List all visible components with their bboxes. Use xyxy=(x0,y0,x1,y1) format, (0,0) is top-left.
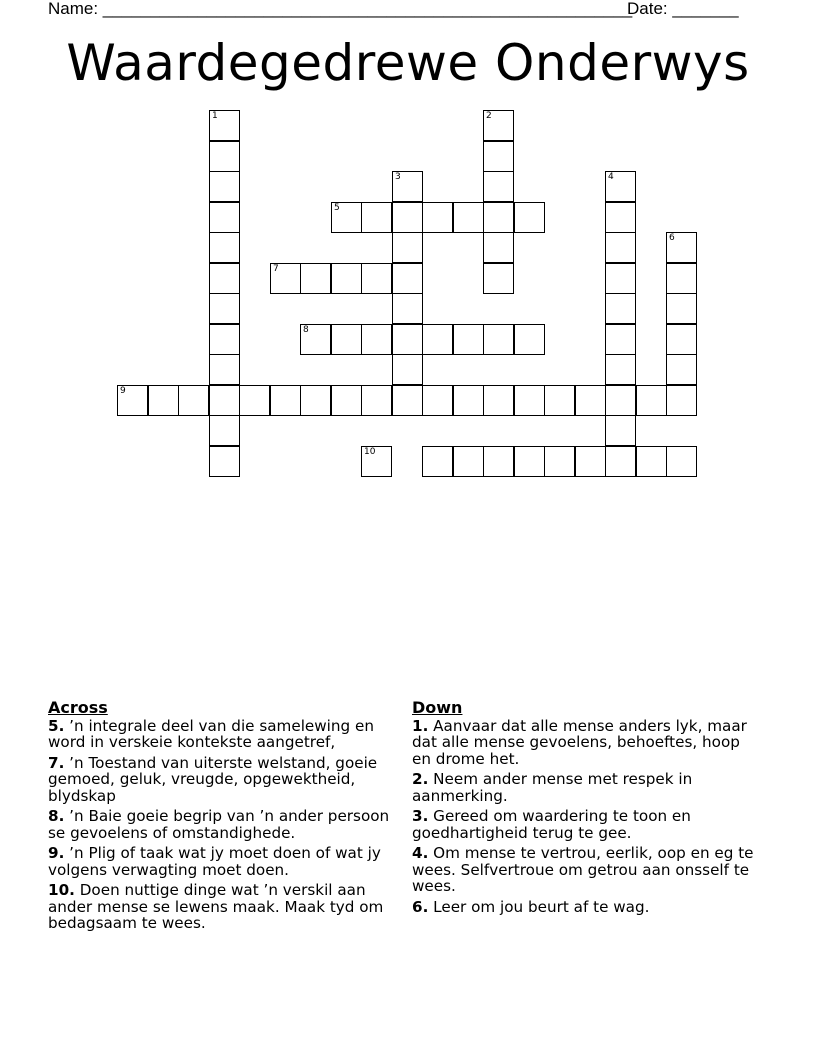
crossword-cell[interactable] xyxy=(483,324,514,355)
clue-number-label: 1 xyxy=(212,111,218,121)
crossword-cell[interactable] xyxy=(392,324,423,355)
crossword-cell[interactable] xyxy=(605,232,636,263)
clue-number: 6. xyxy=(412,897,429,916)
crossword-cell[interactable] xyxy=(361,324,392,355)
clue-number-label: 8 xyxy=(303,325,309,335)
crossword-cell[interactable] xyxy=(483,232,514,263)
clue-down-1 xyxy=(412,718,757,768)
crossword-cell[interactable] xyxy=(392,171,423,202)
crossword-cell[interactable] xyxy=(361,385,392,416)
clue-number: 2. xyxy=(412,770,429,788)
crossword-cell[interactable] xyxy=(453,385,484,416)
crossword-cell[interactable] xyxy=(483,263,514,294)
clue-text: ’n Plig of taak wat jy moet doen of wat jy volgens verwagting moet doen. xyxy=(48,844,381,879)
crossword-cell[interactable] xyxy=(605,446,636,477)
across-clues xyxy=(48,700,398,936)
clue-text: ’n Baie goeie begrip van ’n ander persoon se gevoelens of omstandighede. xyxy=(48,807,390,842)
crossword-cell[interactable] xyxy=(361,263,392,294)
crossword-cell[interactable] xyxy=(605,354,636,385)
crossword-cell[interactable] xyxy=(331,202,362,233)
clue-number-label: 9 xyxy=(120,386,126,396)
crossword-cell[interactable] xyxy=(514,324,545,355)
clue-number-label: 10 xyxy=(364,447,376,457)
clue-text: ’n integrale deel van die samelewing en word in verskeie kontekste aangetref, xyxy=(48,716,374,751)
crossword-cell[interactable] xyxy=(300,263,331,294)
clue-number-label: 6 xyxy=(669,233,675,243)
crossword-cell[interactable] xyxy=(270,263,301,294)
crossword-cell[interactable] xyxy=(148,385,179,416)
clue-across-9 xyxy=(48,845,398,878)
crossword-cell[interactable] xyxy=(209,232,240,263)
crossword-cell[interactable] xyxy=(361,446,392,477)
crossword-cell[interactable] xyxy=(483,171,514,202)
clue-number-label: 3 xyxy=(395,172,401,182)
crossword-cell[interactable] xyxy=(422,324,453,355)
crossword-cell[interactable] xyxy=(605,171,636,202)
crossword-cell[interactable] xyxy=(666,324,697,355)
crossword-cell[interactable] xyxy=(483,446,514,477)
crossword-cell[interactable] xyxy=(392,385,423,416)
clue-number: 1. xyxy=(412,716,429,735)
crossword-cell[interactable] xyxy=(392,232,423,263)
clue-across-8 xyxy=(48,808,398,841)
crossword-cell[interactable] xyxy=(392,202,423,233)
crossword-cell[interactable] xyxy=(514,385,545,416)
clue-text: Leer om jou beurt af te wag. xyxy=(428,897,650,916)
crossword-cell[interactable] xyxy=(514,202,545,233)
clue-down-4 xyxy=(412,845,757,895)
crossword-cell[interactable] xyxy=(209,385,240,416)
down-heading: Down xyxy=(412,698,463,717)
crossword-cell[interactable] xyxy=(544,385,575,416)
clue-across-7 xyxy=(48,755,398,805)
crossword-cell[interactable] xyxy=(209,354,240,385)
crossword-cell[interactable] xyxy=(209,171,240,202)
crossword-cell[interactable] xyxy=(544,446,575,477)
clue-down-3 xyxy=(412,808,757,841)
crossword-cell[interactable] xyxy=(209,446,240,477)
crossword-cell[interactable] xyxy=(575,385,606,416)
crossword-cell[interactable] xyxy=(209,110,240,141)
crossword-cell[interactable] xyxy=(209,324,240,355)
clue-number: 5. xyxy=(48,716,65,735)
crossword-cell[interactable] xyxy=(422,385,453,416)
crossword-cell[interactable] xyxy=(666,446,697,477)
clue-down-6 xyxy=(412,899,757,916)
clue-text: Om mense te vertrou, eerlik, oop en eg te wees. Selfvertroue om getrou aan onsself te wees. xyxy=(412,844,754,895)
crossword-cell[interactable] xyxy=(209,293,240,324)
page-title: Waardegedrewe Onderwys xyxy=(66,34,750,92)
crossword-cell[interactable] xyxy=(453,202,484,233)
crossword-cell[interactable] xyxy=(209,415,240,446)
crossword-cell[interactable] xyxy=(605,202,636,233)
crossword-cell[interactable] xyxy=(666,232,697,263)
crossword-cell[interactable] xyxy=(605,263,636,294)
crossword-cell[interactable] xyxy=(666,263,697,294)
crossword-cell[interactable] xyxy=(392,354,423,385)
crossword-cell[interactable] xyxy=(483,385,514,416)
crossword-cell[interactable] xyxy=(422,202,453,233)
down-clues xyxy=(412,700,757,919)
clue-text: ’n Toestand van uiterste welstand, goeie gemoed, geluk, vreugde, opgewektheid, blydskap xyxy=(48,753,378,805)
crossword-cell[interactable] xyxy=(514,446,545,477)
crossword-cell[interactable] xyxy=(483,141,514,172)
date-field[interactable]: Date: _______ xyxy=(627,0,739,18)
clue-text: Aanvaar dat alle mense anders lyk, maar dat alle mense gevoelens, behoeftes, hoop en drome het. xyxy=(412,716,747,768)
clue-number: 3. xyxy=(412,807,429,825)
crossword-grid xyxy=(0,0,816,500)
crossword-cell[interactable] xyxy=(666,354,697,385)
clue-text: Gereed om waardering te toon en goedhartigheid terug te gee. xyxy=(412,807,691,842)
clue-across-5 xyxy=(48,718,398,751)
crossword-cell[interactable] xyxy=(361,202,392,233)
clue-number-label: 2 xyxy=(486,111,492,121)
crossword-cell[interactable] xyxy=(575,446,606,477)
crossword-cell[interactable] xyxy=(453,446,484,477)
crossword-cell[interactable] xyxy=(392,293,423,324)
crossword-cell[interactable] xyxy=(270,385,301,416)
crossword-cell[interactable] xyxy=(605,415,636,446)
crossword-cell[interactable] xyxy=(605,385,636,416)
crossword-cell[interactable] xyxy=(422,446,453,477)
clue-number: 10. xyxy=(48,881,75,899)
crossword-cell[interactable] xyxy=(300,385,331,416)
crossword-cell[interactable] xyxy=(636,385,667,416)
crossword-cell[interactable] xyxy=(117,385,148,416)
crossword-cell[interactable] xyxy=(605,293,636,324)
crossword-cell[interactable] xyxy=(209,263,240,294)
crossword-cell[interactable] xyxy=(209,141,240,172)
clue-number: 7. xyxy=(48,753,65,772)
crossword-cell[interactable] xyxy=(178,385,209,416)
crossword-cell[interactable] xyxy=(239,385,270,416)
clue-number: 8. xyxy=(48,807,65,825)
clue-down-2 xyxy=(412,771,757,804)
crossword-cell[interactable] xyxy=(331,324,362,355)
clue-number: 9. xyxy=(48,844,65,862)
clue-number-label: 4 xyxy=(608,172,614,182)
crossword-cell[interactable] xyxy=(636,446,667,477)
crossword-cell[interactable] xyxy=(453,324,484,355)
across-heading: Across xyxy=(48,698,108,717)
clue-number-label: 5 xyxy=(334,203,340,213)
clue-text: Doen nuttige dinge wat ’n verskil aan ander mense se lewens maak. Maak tyd om bedagsaam te wees. xyxy=(48,881,384,932)
clue-number-label: 7 xyxy=(273,264,279,274)
crossword-cell[interactable] xyxy=(666,293,697,324)
crossword-cell[interactable] xyxy=(300,324,331,355)
clue-number: 4. xyxy=(412,844,429,862)
crossword-cell[interactable] xyxy=(331,263,362,294)
crossword-cell[interactable] xyxy=(483,110,514,141)
clue-text: Neem ander mense met respek in aanmerking. xyxy=(412,770,693,805)
crossword-cell[interactable] xyxy=(605,324,636,355)
crossword-cell[interactable] xyxy=(392,263,423,294)
name-field[interactable]: Name: ________________________________________________________ xyxy=(48,0,633,18)
clue-across-10 xyxy=(48,882,398,932)
crossword-cell[interactable] xyxy=(331,385,362,416)
crossword-cell[interactable] xyxy=(483,202,514,233)
crossword-cell[interactable] xyxy=(666,385,697,416)
crossword-cell[interactable] xyxy=(209,202,240,233)
